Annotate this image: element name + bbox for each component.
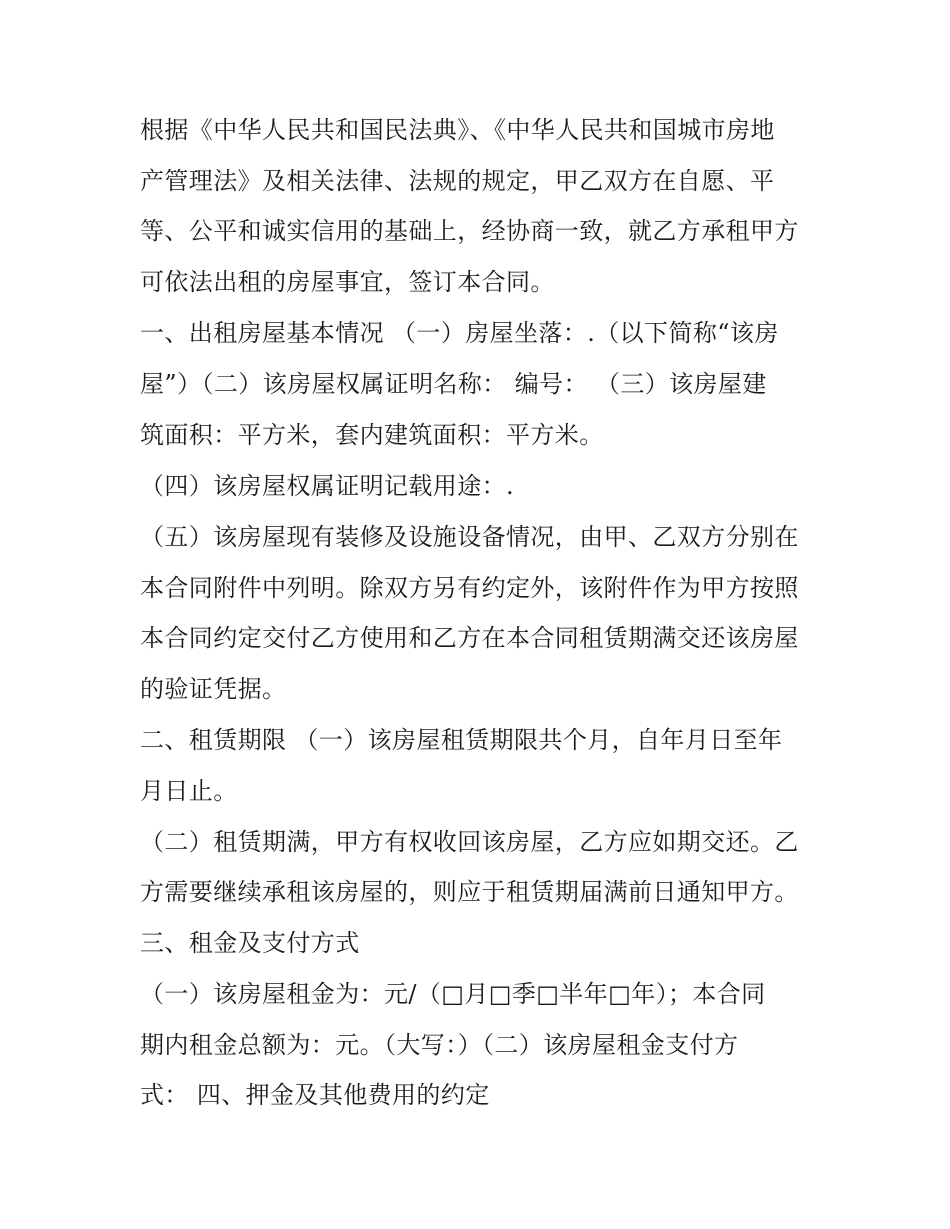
text-line: （五）该房屋现有装修及设施设备情况，由甲、乙双方分别在 [140,523,799,551]
text-line: 等、公平和诚实信用的基础上，经协商一致，就乙方承租甲方 [140,217,799,245]
text-line: （四）该房屋权属证明记载用途：. [140,472,515,500]
text-line: （二）租赁期满，甲方有权收回该房屋，乙方应如期交还。乙 [140,828,799,856]
text-line: 根据《中华人民共和国民法典》、《中华人民共和国城市房地 [140,116,775,144]
text-line: （一）该房屋租金为：元/（□月□季□半年□年）；本合同 [140,980,766,1008]
text-line: 二、租赁期限 （一）该房屋租赁期限共个月，自年月日至年 [140,726,783,754]
text-line: 式： 四、押金及其他费用的约定 [140,1081,490,1109]
text-line: 方需要继续承租该房屋的，则应于租赁期届满前日通知甲方。 [140,878,799,906]
text-line: 产管理法》及相关法律、法规的规定，甲乙双方在自愿、平 [140,167,775,195]
text-line: 月日止。 [140,777,238,805]
text-line: 三、租金及支付方式 [140,929,360,957]
text-line: 屋”）（二）该房屋权属证明名称： 编号： （三）该房屋建 [140,370,767,398]
text-line: 筑面积：平方米，套内建筑面积：平方米。 [140,421,604,449]
text-line: 的验证凭据。 [140,675,287,703]
text-line: 可依法出租的房屋事宜，签订本合同。 [140,268,555,296]
text-line: 本合同约定交付乙方使用和乙方在本合同租赁期满交还该房屋 [140,624,799,652]
text-line: 本合同附件中列明。除双方另有约定外，该附件作为甲方按照 [140,574,799,602]
text-line: 一、出租房屋基本情况 （一）房屋坐落：.（以下简称“该房 [140,319,779,347]
text-line: 期内租金总额为：元。（大写：）（二）该房屋租金支付方 [140,1031,739,1059]
